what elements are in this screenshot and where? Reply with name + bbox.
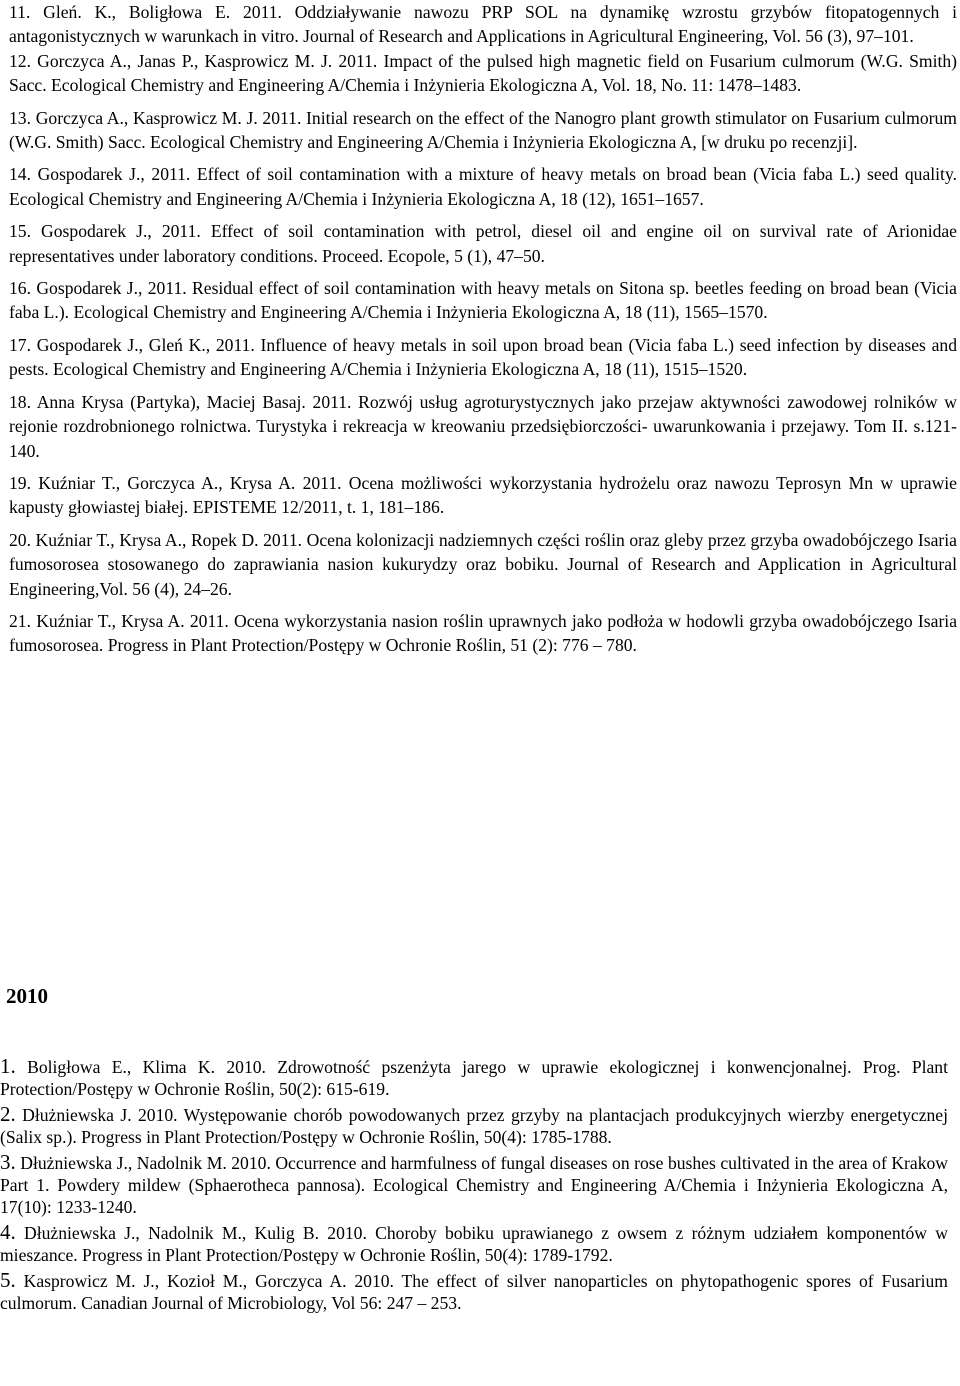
reference-2011-20: 20. Kuźniar T., Krysa A., Ropek D. 2011. Ocena kolonizacji nadziemnych części roślin oraz gleby przez grzyba owadobójczego Isaria fumosorosea stosowanego do zaprawiania nasion kukurydzy oraz bobiku. Journal of Research and Application in Agricultural Engineering,Vol. 56 (4), 24–26.: [9, 529, 957, 599]
reference-2011-21: 21. Kuźniar T., Krysa A. 2011. Ocena wykorzystania nasion roślin uprawnych jako podłoża w hodowli grzyba owadobójczego Isaria fumosorosea. Progress in Plant Protection/Postępy w Ochronie Roślin, 51 (2): 776 – 780.: [9, 610, 957, 656]
reference-text: Dłużniewska J., Nadolnik M., Kulig B. 2010. Choroby bobiku uprawianego z owsem z różnym udziałem komponentów w mieszance. Progress in Plant Protection/Postępy w Ochronie Roślin, 50(4): 1789-1792.: [0, 1222, 948, 1266]
year-heading-2010: 2010: [6, 984, 48, 1008]
reference-2011-13: 13. Gorczyca A., Kasprowicz M. J. 2011. Initial research on the effect of the Nanogro plant growth stimulator on Fusarium culmorum (W.G. Smith) Sacc. Ecological Chemistry and Engineering A/Chemia i Inżynieria Ekologiczna A, [w druku po recenzji].: [9, 107, 957, 153]
reference-number: 2.: [0, 1101, 16, 1126]
reference-2011-11: 11. Gleń. K., Boligłowa E. 2011. Oddziaływanie nawozu PRP SOL na dynamikę wzrostu grzybów fitopatogennych i antagonistycznych w warunkach in vitro. Journal of Research and Applications in Agricultural Engineering, Vol. 56 (3), 97–101.: [9, 2, 957, 47]
reference-2010-2: [0, 1103, 948, 1149]
reference-2011-14: 14. Gospodarek J., 2011. Effect of soil contamination with a mixture of heavy metals on broad bean (Vicia faba L.) seed quality. Ecological Chemistry and Engineering A/Chemia i Inżynieria Ekologiczna A, 18 (12), 1651–1657.: [9, 164, 957, 209]
reference-text: Dłużniewska J., Nadolnik M. 2010. Occurrence and harmfulness of fungal diseases on rose bushes cultivated in the area of Krakow Part 1. Powdery mildew (Sphaerotheca pannosa). Ecological Chemistry and Engineering A/Chemia i Inżynieria Ekologiczna A, 17(10): 1233-1240.: [0, 1152, 948, 1218]
reference-2010-5: [0, 1269, 948, 1315]
reference-2011-18: 18. Anna Krysa (Partyka), Maciej Basaj. 2011. Rozwój usług agroturystycznych jako przejaw aktywności zawodowej rolników w rejonie rozdrobnionego rolnictwa. Turystyka i rekreacja w kreowaniu przedsiębiorczości- uwarunkowania i przejawy. Tom II. s.121-140.: [9, 391, 957, 461]
reference-2011-16: 16. Gospodarek J., 2011. Residual effect of soil contamination with heavy metals on Sitona sp. beetles feeding on broad bean (Vicia faba L.). Ecological Chemistry and Engineering A/Chemia i Inżynieria Ekologiczna A, 18 (11), 1565–1570.: [9, 278, 957, 323]
reference-text: Boligłowa E., Klima K. 2010. Zdrowotność pszenżyta jarego w uprawie ekologicznej i konwencjonalnej. Prog. Plant Protection/Postępy w Ochronie Roślin, 50(2): 615-619.: [0, 1057, 948, 1100]
reference-number: 1.: [0, 1054, 16, 1078]
reference-text: Kasprowicz M. J., Kozioł M., Gorczyca A. 2010. The effect of silver nanoparticles on phytopathogenic spores of Fusarium culmorum. Canadian Journal of Microbiology, Vol 56: 247 – 253.: [0, 1270, 948, 1314]
reference-number: 5.: [0, 1267, 16, 1292]
reference-2011-15: 15. Gospodarek J., 2011. Effect of soil contamination with petrol, diesel oil and engine oil on survival rate of Arionidae representatives under laboratory conditions. Proceed. Ecopole, 5 (1), 47–50.: [9, 221, 957, 266]
reference-text: Dłużniewska J. 2010. Występowanie chorób powodowanych przez grzyby na plantacjach produkcyjnych wierzby energetycznej (Salix sp.). Progress in Plant Protection/Postępy w Ochronie Roślin, 50(4): 1785-1788.: [0, 1104, 948, 1148]
reference-2010-1: [0, 1055, 948, 1101]
references-2010-list: [0, 1055, 948, 1314]
reference-2010-3: [0, 1151, 948, 1219]
reference-2011-17: 17. Gospodarek J., Gleń K., 2011. Influence of heavy metals in soil upon broad bean (Vicia faba L.) seed infection by diseases and pests. Ecological Chemistry and Engineering A/Chemia i Inżynieria Ekologiczna A, 18 (11), 1515–1520.: [9, 334, 957, 380]
reference-2010-4: [0, 1221, 948, 1267]
reference-number: 3.: [0, 1149, 16, 1174]
reference-number: 4.: [0, 1219, 16, 1244]
reference-2011-12: 12. Gorczyca A., Janas P., Kasprowicz M. J. 2011. Impact of the pulsed high magnetic field on Fusarium culmorum (W.G. Smith) Sacc. Ecological Chemistry and Engineering A/Chemia i Inżynieria Ekologiczna A, Vol. 18, No. 11: 1478–1483.: [9, 50, 957, 96]
references-page: [9, 0, 957, 658]
reference-2011-19: 19. Kuźniar T., Gorczyca A., Krysa A. 2011. Ocena możliwości wykorzystania hydrożelu oraz nawozu Teprosyn Mn w uprawie kapusty głowiastej białej. EPISTEME 12/2011, t. 1, 181–186.: [9, 472, 957, 518]
